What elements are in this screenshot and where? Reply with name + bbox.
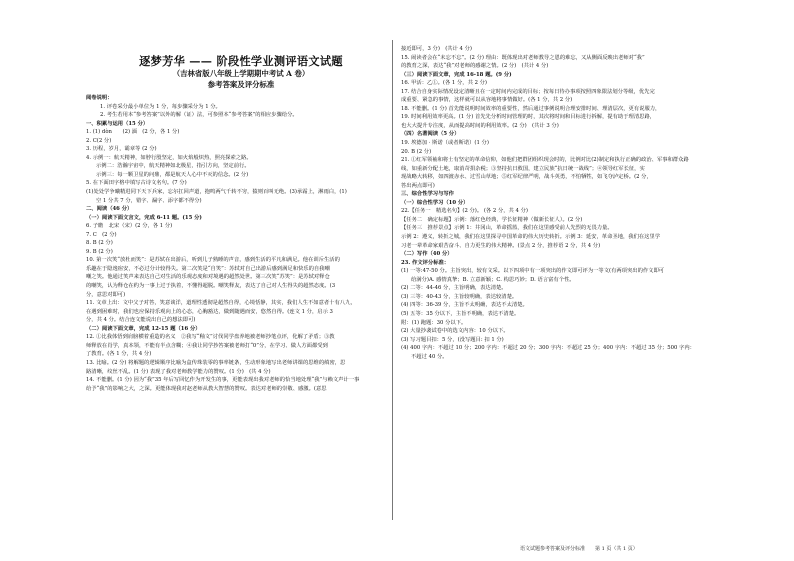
left-line: 12. ①比我体悟到肩膀横着重造的名义 ②我写“釉文”讨伐同学盘养地被老师抄笔点评，化解了矛盾；③教 — [86, 334, 335, 341]
right-line: 22.【任务一 精选名句】(2 分)。 (各 2 分，共 4 分) — [401, 208, 528, 215]
left-line: 的嘲笑，认为释仓在约为一事上过于执着，不懂得超脱。嘲笑释友，表达了自己对人生得失的超然态度。(3 — [86, 283, 336, 290]
page-footer: 语文试题参考答案及评分标准 第 1 页（共 1 页） — [520, 546, 638, 552]
right-line: （三）阅读下面文章，完成 16-18 题。(9 分) — [401, 71, 512, 78]
left-line: 师释放在肖学，真本领，不能有半点含糊；④我让同学抄答案被老师打“0”分，在学习、做人方面都受到 — [86, 342, 328, 349]
left-line: 空 1 分共 7 分，错字、漏字、添字都不得分) — [96, 197, 202, 204]
left-line: (1)处处学争曦精进同下天下兵家，忘尔扛回声道，抱鸣两气千转不穷，猿则百叫无绝。(3)承霜上，淋雨白，(1) — [86, 189, 347, 196]
right-line: 给满分)A. 感情真挚；B. 立意新颖；C. 构思巧妙；D. 语言富有个性。 — [411, 276, 575, 283]
left-line: 5. 在下面田字格中填写古诗文名句。(7 分) — [86, 180, 187, 187]
right-line: (2) 二等：44-46 分，主旨明确，表达清楚。 — [401, 285, 507, 292]
left-line: 给予“我”的影响之大，之深。更能体现我对赵老师从教大智慧的赞叹。表达对老师的崇敬、感激。(意思 — [86, 385, 327, 392]
left-line: 2. C(2 分) — [86, 137, 112, 144]
right-line: (4) 400 字内：不超过 10 分；200 字内：不超过 20 分；300 字内：不超过 25 分；400 字内：不超过 35 分；500 字内： — [401, 345, 695, 352]
left-line: （一）阅读下面文言文，完成 6-11 题。(15 分) — [86, 214, 202, 221]
left-line: 二、阅读（46 分） — [86, 206, 133, 213]
left-line: 一、积累与运用（15 分） — [86, 120, 149, 127]
right-line: 23. 作文评分标准： — [401, 259, 450, 266]
left-line: 嘲之笑。他通过笑声来表达自己对生活的乐观态度和对境遇的超然处世。第三次笑“苏笑”：是苏轼对释仓 — [86, 274, 330, 281]
column-divider — [392, 40, 393, 520]
left-line: 4. 示例一：航天精神，如脖行殷坚定，如火焰般炽热，照亮探索之路。 — [86, 154, 252, 161]
left-line: 10. 第一次笑“放杜而笑”：是苏轼在出游后，听到儿子熟睡的声音，感到生活的平凡和满足。他在训斥生活的 — [86, 257, 340, 264]
right-line: (3) 三等：40-43 分，主旨较明确，表达较清楚。 — [401, 293, 518, 300]
right-line: 习老一辈革命家艰苦奋斗、自力更生的伟大精神。(景点 2 分，推荐语 2 分，共 4 分) — [401, 242, 601, 249]
right-line: 【任务三 推荐景点】示例 1：井冈山，革命摇篮，我们在这里感受前人先烈的无畏力量。 — [401, 225, 613, 232]
document-subtitle: （吉林省版八年级上学期期中考试 A 卷） — [172, 69, 310, 78]
right-column — [401, 45, 713, 361]
right-line: 20. B (2 分) — [401, 148, 432, 155]
left-line: 示例三：每一颗卫星的问鼎，都是航天人心中不灭的信念。(2 分) — [96, 171, 249, 178]
right-line: 现战略大转移，如四渡赤水、过雪山草地；⑤红军纪律严明，战斗英勇，不怕牺牲，如飞夺泸定桥。(2 分， — [401, 174, 652, 181]
right-line: 答出两点即可) — [401, 182, 435, 189]
right-line: 三、综合性学习与写作 — [401, 191, 454, 198]
right-line: 15. 闹读者会在“未忘不忘”。(2 分) 理由：既体现出对老师教导之恩的难忘，又从侧面反映出老师对“我” — [401, 54, 645, 61]
left-line: 分，共 4 分。结合连文能说出自己的想法即可) — [86, 317, 196, 324]
right-line: 附：(1) 跑题：30 分以下。 — [401, 319, 467, 326]
right-line: (5) 五等：35 分以下，主旨不明确，表达不清楚。 — [401, 310, 520, 317]
right-line: 21. ①红军领袖和将士有坚定的革命信仰，如他们把群团组织现会时的，比例对比(2)制定和执行正确的政治、军事和群众路 — [401, 157, 689, 164]
document-title: 逐梦芳华 —— 阶段性学业测评语文试题 — [139, 54, 343, 68]
right-line: 示例 2：遵义，转折之城，我们在这里探寻中国革命的伟大历史转折。示例 3：延安，革命圣地，我们在这里学 — [401, 234, 661, 241]
left-line: 在遇到困难时，我们也应保持乐观向上的心态，心胸豁达，做到随遇而安，悠然自得。(连文 1 分，启示 3 — [86, 308, 333, 315]
right-line: 的教育之深，表达“我”对老师的感谢之情。(2 分) (共计 4 分) — [401, 63, 549, 70]
left-line: 13. 比喻。(2 分) 将解题的逻辑顺序比喻为盒传珠装零的事率链条，生动形象地写出老师讲课的思维的缜密，思 — [86, 359, 346, 366]
left-line: 1. (1) dòn (2) 湎 (2 分，各 1 分) — [86, 129, 180, 136]
right-line: 成重要、紧急的事情，这样就可以从容地将事情做好。(各 1 分，共 2 分) — [401, 97, 573, 104]
right-line: 不超过 40 分。 — [411, 353, 448, 360]
document-subtitle-answers: 参考答案及评分标准 — [207, 80, 275, 89]
right-line: 16. 甲活：乙①。(各 1 分，共 2 分) — [401, 80, 487, 87]
left-line: 阅卷说明： — [86, 95, 113, 101]
left-line: 8. B (2 分) — [86, 240, 113, 247]
left-line: 11. 文章上出：文中父子对答，笑意谈洋，道理性透彻是超然自得，心境恬静，其实，我们人生不如意者十有八九， — [86, 300, 356, 307]
left-line: 2. 考生若用本“参考答案”以外的解（证）法，可参照本“参考答案”的相应步骤给分。 — [100, 112, 298, 119]
right-line: （四）名著阅读（5 分） — [401, 131, 460, 138]
right-line: 19. 时间利用效率更高。(1 分) 首先先分析时间管理的时，其次将时间和目标进行拆解，提有助于理清思路， — [401, 114, 656, 121]
left-line: 1. 评卷采分最小单位为 1 分，每步骤采分为 1 分。 — [100, 103, 221, 110]
right-line: 【任务二 确定标题】示例：落红色经典，学长征精神（做新长征人）。(2 分) — [401, 216, 583, 223]
left-line: 示例二：浩瀚宇宙中，航天精神如北极星，指引方向，坚定前行。 — [96, 163, 250, 170]
left-line: 分，意思对即可) — [86, 291, 126, 298]
left-line: （二）阅读下面文章，完成 12-15 题（16 分） — [86, 325, 201, 332]
right-line: (1) 一等:47-50 分。主旨突出，较有文采。以下四项中有一项突出的作文即可评为一等文(有两项突出的作文即可 — [401, 268, 665, 275]
left-line: 9. B (2 分) — [86, 248, 113, 255]
right-line: 也大大提升专注度，从而提高时间的利用效率。(2 分) (共计 3 分) — [401, 122, 559, 129]
left-column — [86, 94, 386, 393]
right-line: (2) 大量抄袭试卷中的选文内容：10 分以下。 — [401, 328, 509, 335]
left-line: 路清晰，纹丝不乱。(1 分) 表现了我对老师教学能力的赞叹。(1 分) (共 4 分) — [86, 368, 271, 375]
left-line: 6. 子瞻 北宋（宋）(2 分，各 1 分) — [86, 223, 173, 230]
right-line: (4) 四等：36-39 分，主旨不太明确，表达不太清楚。 — [401, 302, 528, 309]
right-line: （一）综合性学习（10 分） — [401, 199, 469, 206]
left-line: 3. 历程，岁月，霸章等 (2 分) — [86, 146, 157, 153]
left-line: 乐趣在于隐逸宿安，不必过分计较得失。第二次笑是“自笑”：苏轼对自己出游后感到满足和快乐的自我嘲 — [86, 265, 330, 272]
right-line: 17. 结合自身实际情况设定清晰且在一定时间内完成的目标；按每日待办事项按照四象限法划分等级，优先完 — [401, 88, 655, 95]
left-line: 了教育。(各 1 分，共 4 分) — [86, 351, 152, 358]
right-line: 18. 不能删。(1 分) 首先能说明时间效率的重要性，然后通过事例说明合理安排时间、理清层次，更有说服力， — [401, 105, 661, 112]
right-line: 接近即可，3 分) (共计 4 分) — [401, 46, 472, 52]
right-line: 线，如重新分配土地，取消苛捐杂税；③坚持抗日救国，建立民族“抗日统一战线”；④领导红军长征，实 — [401, 165, 645, 172]
left-line: 14. 不能删。(1 分) 因为“我”35 年后写回忆作为开发生的事，更能表现出我对老师的恰当地处理“我”与赖文声计一事 — [86, 377, 360, 384]
right-line: （二）写作（40 分） — [401, 251, 453, 258]
right-line: (3) 写习题目扣：5 分，(没写题目: 扣 1 分) — [401, 336, 504, 343]
right-line: 19. 埃德加 · 斯诺（或者斯诺）(1 分) — [401, 140, 489, 147]
left-line: 7. C (2 分) — [86, 231, 117, 238]
